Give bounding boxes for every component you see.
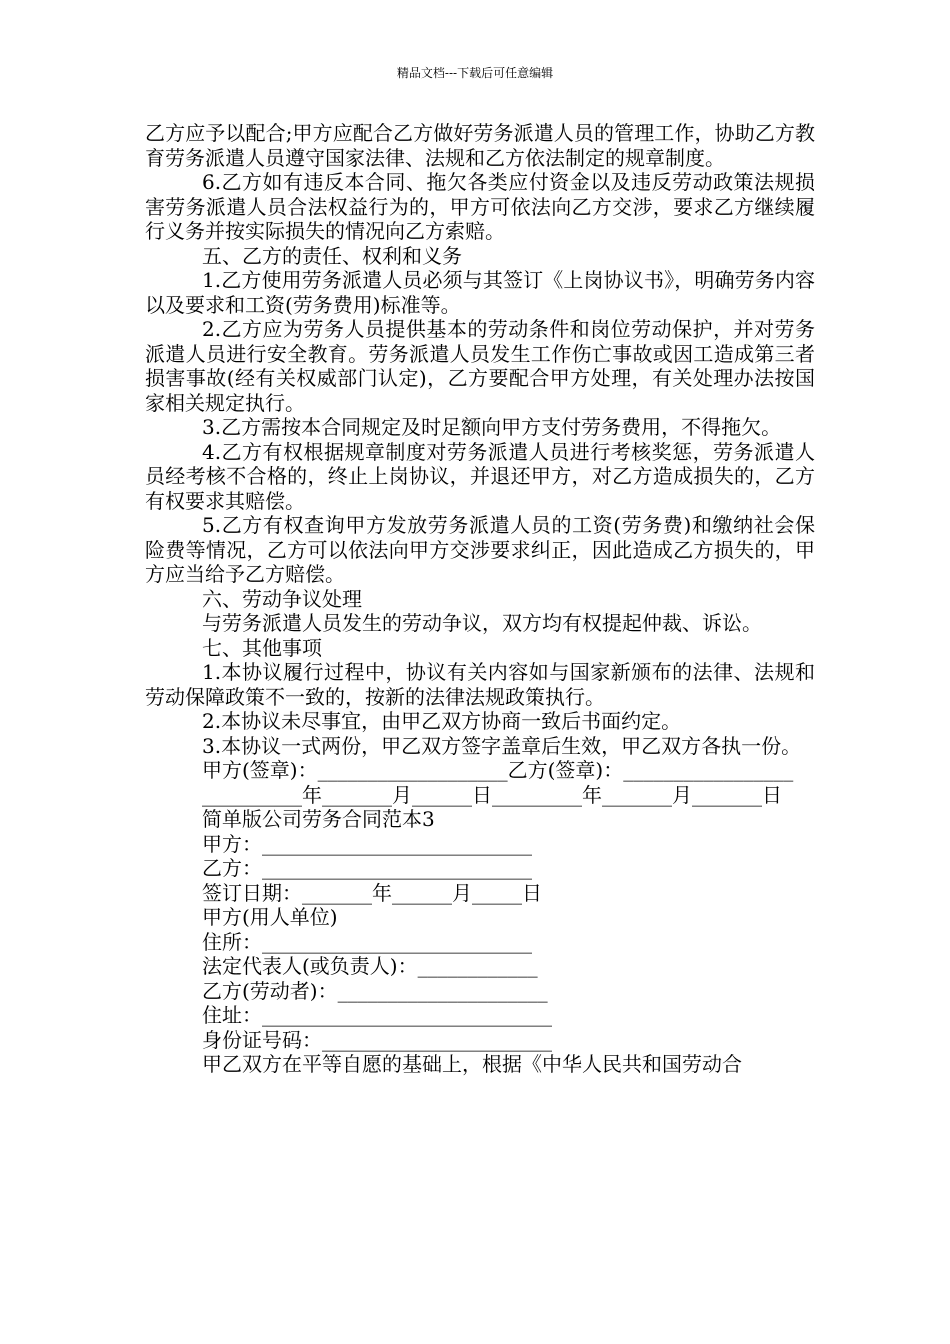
party-a-field: 甲方：___________________________ [202,831,532,856]
paragraph: 5.乙方有权查询甲方发放劳务派遣人员的工资(劳务费)和缴纳社会保险费等情况，乙方可以依法向甲方交涉要求纠正，因此造成乙方损失的，甲方应当给予乙方赔偿。 [145,513,815,586]
page-header: 精品文档---下载后可任意编辑 [396,66,554,80]
party-b-field: 乙方：___________________________ [202,856,532,880]
paragraph: 1.本协议履行过程中，协议有关内容如与国家新颁布的法律、法规和劳动保障政策不一致的，按新的法律法规政策执行。 [145,660,815,709]
paragraph: 2.本协议未尽事宜，由甲乙双方协商一致后书面约定。 [202,709,682,733]
section-heading: 五、乙方的责任、权利和义务 [202,243,462,268]
paragraph: 乙方应予以配合;甲方应配合乙方做好劳务派遣人员的管理工作，协助乙方教育劳务派遣人员遵守国家法律、法规和乙方依法制定的规章制度。 [145,121,815,170]
legal-representative-field: 法定代表人(或负责人)：____________ [202,954,538,978]
paragraph: 3.乙方需按本合同规定及时足额向甲方支付劳务费用，不得拖欠。 [202,415,782,439]
paragraph: 与劳务派遣人员发生的劳动争议，双方均有权提起仲裁、诉讼。 [202,611,762,635]
signing-date-field: 签订日期：_______年______月_____日 [202,880,542,905]
date-line: __________年_______月______日_________年_______月_______日 [202,782,782,807]
paragraph: 4.乙方有权根据规章制度对劳务派遣人员进行考核奖惩，劳务派遣人员经考核不合格的，终止上岗协议，并退还甲方，对乙方造成损失的，乙方有权要求其赔偿。 [145,439,815,513]
section-heading: 七、其他事项 [202,635,322,660]
contract-title: 简单版公司劳务合同范本3 [202,807,435,831]
employer-label: 甲方(用人单位) [202,905,338,929]
signature-line: 甲方(签章)：___________________乙方(签章)：_________________ [202,758,794,782]
address-field: 住所：___________________________ [202,929,532,954]
section-heading: 六、劳动争议处理 [202,586,362,611]
paragraph: 3.本协议一式两份，甲乙双方签字盖章后生效，甲乙双方各执一份。 [202,733,802,758]
worker-field: 乙方(劳动者)：_____________________ [202,978,548,1003]
document-body [145,121,815,1077]
id-number-field: 身份证号码：_______________________ [202,1027,552,1052]
paragraph: 6.乙方如有违反本合同、拖欠各类应付资金以及违反劳动政策法规损害劳务派遣人员合法权益行为的，甲方可依法向乙方交涉，要求乙方继续履行义务并按实际损失的情况向乙方索赔。 [145,170,815,243]
paragraph: 1.乙方使用劳务派遣人员必须与其签订《上岗协议书》，明确劳务内容以及要求和工资(劳务费用)标准等。 [145,268,815,317]
residence-field: 住址：_____________________________ [202,1003,552,1027]
paragraph: 2.乙方应为劳务人员提供基本的劳动条件和岗位劳动保护，并对劳务派遣人员进行安全教育。劳务派遣人员发生工作伤亡事故或因工造成第三者损害事故(经有关权威部门认定)，乙方要配合甲方处理，有关处理办法按国家相关规定执行。 [145,317,815,415]
paragraph: 甲乙双方在平等自愿的基础上，根据《中华人民共和国劳动合 [202,1052,742,1076]
